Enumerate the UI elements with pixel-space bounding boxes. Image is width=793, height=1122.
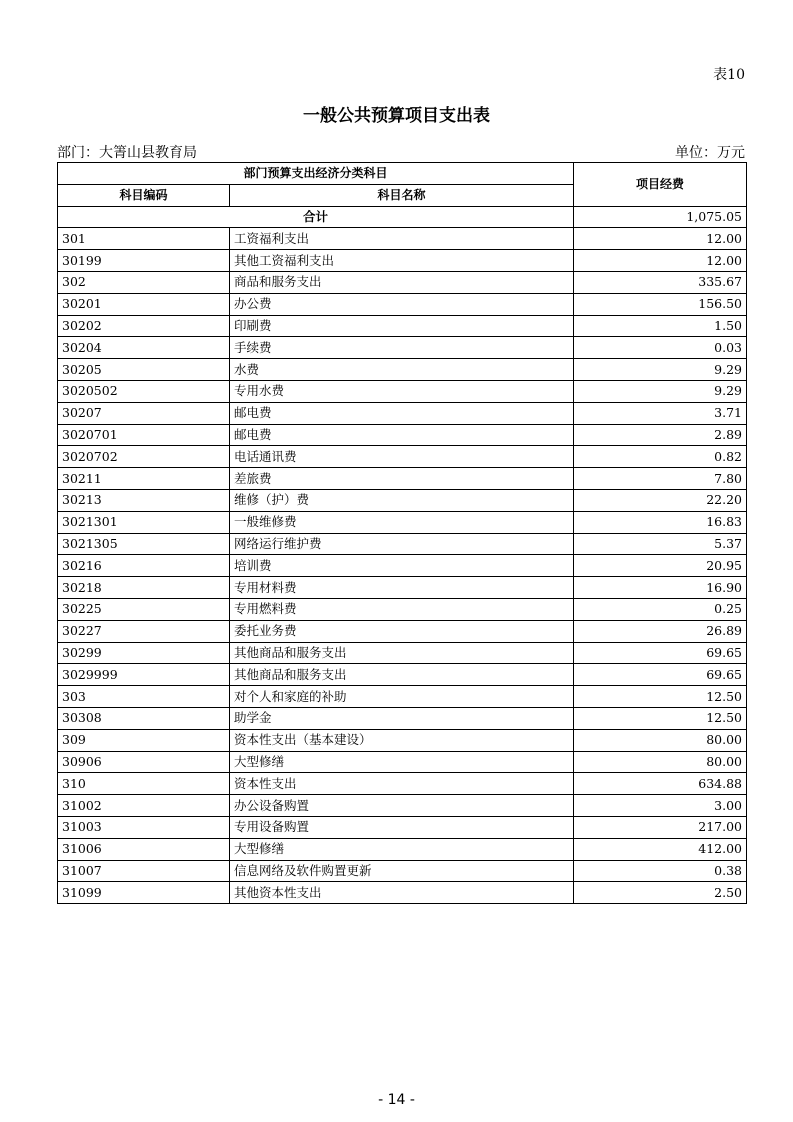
amount-cell: 335.67 (574, 271, 747, 293)
table-row (58, 555, 747, 577)
code-cell: 3020702 (58, 446, 230, 468)
code-cell: 30202 (58, 315, 230, 337)
amount-cell: 3.71 (574, 402, 747, 424)
header-amount-cell: 项目经费 (574, 163, 747, 207)
total-row (58, 206, 747, 228)
code-cell: 31007 (58, 860, 230, 882)
name-cell: 专用燃料费 (230, 598, 574, 620)
table-row (58, 424, 747, 446)
name-cell: 助学金 (230, 707, 574, 729)
code-cell: 30227 (58, 620, 230, 642)
code-cell: 3021301 (58, 511, 230, 533)
table-row (58, 686, 747, 708)
code-cell: 30218 (58, 577, 230, 599)
amount-cell: 2.89 (574, 424, 747, 446)
code-cell: 303 (58, 686, 230, 708)
amount-cell: 5.37 (574, 533, 747, 555)
name-cell: 水费 (230, 359, 574, 381)
code-cell: 301 (58, 228, 230, 250)
table-row (58, 315, 747, 337)
amount-cell: 12.00 (574, 228, 747, 250)
code-cell: 31002 (58, 795, 230, 817)
name-cell: 资本性支出（基本建设） (230, 729, 574, 751)
name-cell: 商品和服务支出 (230, 271, 574, 293)
name-cell: 专用水费 (230, 380, 574, 402)
table-row (58, 773, 747, 795)
code-cell: 309 (58, 729, 230, 751)
table-row (58, 816, 747, 838)
header-name-cell: 科目名称 (230, 184, 574, 206)
amount-cell: 12.00 (574, 250, 747, 272)
name-cell: 专用设备购置 (230, 816, 574, 838)
total-amount-cell: 1,075.05 (574, 206, 747, 228)
code-cell: 3020701 (58, 424, 230, 446)
name-cell: 其他商品和服务支出 (230, 642, 574, 664)
name-cell: 电话通讯费 (230, 446, 574, 468)
code-cell: 30205 (58, 359, 230, 381)
code-cell: 31003 (58, 816, 230, 838)
name-cell: 其他资本性支出 (230, 882, 574, 904)
code-cell: 30201 (58, 293, 230, 315)
code-cell: 3029999 (58, 664, 230, 686)
header-group-cell: 部门预算支出经济分类科目 (58, 163, 574, 185)
name-cell: 维修（护）费 (230, 489, 574, 511)
amount-cell: 0.82 (574, 446, 747, 468)
budget-table (57, 162, 747, 904)
name-cell: 差旅费 (230, 468, 574, 490)
header-row-group (58, 163, 747, 185)
name-cell: 专用材料费 (230, 577, 574, 599)
amount-cell: 0.03 (574, 337, 747, 359)
name-cell: 一般维修费 (230, 511, 574, 533)
name-cell: 网络运行维护费 (230, 533, 574, 555)
code-cell: 30299 (58, 642, 230, 664)
table-row (58, 271, 747, 293)
table-body (58, 206, 747, 904)
amount-cell: 7.80 (574, 468, 747, 490)
table-row (58, 446, 747, 468)
table-row (58, 729, 747, 751)
table-row (58, 533, 747, 555)
name-cell: 办公费 (230, 293, 574, 315)
table-row (58, 642, 747, 664)
header-code-cell: 科目编码 (58, 184, 230, 206)
amount-cell: 156.50 (574, 293, 747, 315)
amount-cell: 3.00 (574, 795, 747, 817)
name-cell: 工资福利支出 (230, 228, 574, 250)
table-row (58, 620, 747, 642)
amount-cell: 1.50 (574, 315, 747, 337)
table-row (58, 511, 747, 533)
amount-cell: 69.65 (574, 664, 747, 686)
page-title: 一般公共预算项目支出表 (303, 106, 490, 126)
table-row (58, 250, 747, 272)
code-cell: 30207 (58, 402, 230, 424)
amount-cell: 0.25 (574, 598, 747, 620)
code-cell: 30906 (58, 751, 230, 773)
table-row (58, 751, 747, 773)
meta-line (57, 142, 745, 162)
table-row (58, 489, 747, 511)
code-cell: 30199 (58, 250, 230, 272)
table-row (58, 359, 747, 381)
table-row (58, 882, 747, 904)
amount-cell: 12.50 (574, 707, 747, 729)
total-label-cell: 合计 (58, 206, 574, 228)
code-cell: 30211 (58, 468, 230, 490)
code-cell: 30225 (58, 598, 230, 620)
table-row (58, 228, 747, 250)
code-cell: 302 (58, 271, 230, 293)
code-cell: 30216 (58, 555, 230, 577)
name-cell: 邮电费 (230, 424, 574, 446)
amount-cell: 22.20 (574, 489, 747, 511)
name-cell: 大型修缮 (230, 751, 574, 773)
name-cell: 手续费 (230, 337, 574, 359)
amount-cell: 0.38 (574, 860, 747, 882)
name-cell: 印刷费 (230, 315, 574, 337)
amount-cell: 69.65 (574, 642, 747, 664)
amount-cell: 9.29 (574, 380, 747, 402)
code-cell: 30204 (58, 337, 230, 359)
amount-cell: 26.89 (574, 620, 747, 642)
amount-cell: 16.90 (574, 577, 747, 599)
table-row (58, 577, 747, 599)
table-row (58, 293, 747, 315)
amount-cell: 80.00 (574, 729, 747, 751)
table-row (58, 468, 747, 490)
table-row (58, 860, 747, 882)
table-row (58, 838, 747, 860)
amount-cell: 634.88 (574, 773, 747, 795)
table-row (58, 380, 747, 402)
code-cell: 30308 (58, 707, 230, 729)
code-cell: 31099 (58, 882, 230, 904)
name-cell: 办公设备购置 (230, 795, 574, 817)
name-cell: 其他商品和服务支出 (230, 664, 574, 686)
amount-cell: 412.00 (574, 838, 747, 860)
department-label: 部门：大箐山县教育局 (57, 145, 197, 161)
code-cell: 3020502 (58, 380, 230, 402)
amount-cell: 2.50 (574, 882, 747, 904)
amount-cell: 12.50 (574, 686, 747, 708)
table-row (58, 402, 747, 424)
name-cell: 邮电费 (230, 402, 574, 424)
unit-label: 单位：万元 (675, 145, 745, 161)
table-row (58, 598, 747, 620)
table-row (58, 795, 747, 817)
name-cell: 其他工资福利支出 (230, 250, 574, 272)
name-cell: 大型修缮 (230, 838, 574, 860)
amount-cell: 16.83 (574, 511, 747, 533)
table-number-label: 表10 (713, 67, 745, 83)
name-cell: 培训费 (230, 555, 574, 577)
amount-cell: 217.00 (574, 816, 747, 838)
code-cell: 310 (58, 773, 230, 795)
code-cell: 30213 (58, 489, 230, 511)
code-cell: 3021305 (58, 533, 230, 555)
table-row (58, 337, 747, 359)
page-number: - 14 - (378, 1092, 415, 1108)
amount-cell: 20.95 (574, 555, 747, 577)
name-cell: 信息网络及软件购置更新 (230, 860, 574, 882)
amount-cell: 9.29 (574, 359, 747, 381)
table-row (58, 707, 747, 729)
name-cell: 资本性支出 (230, 773, 574, 795)
code-cell: 31006 (58, 838, 230, 860)
amount-cell: 80.00 (574, 751, 747, 773)
name-cell: 对个人和家庭的补助 (230, 686, 574, 708)
name-cell: 委托业务费 (230, 620, 574, 642)
table-row (58, 664, 747, 686)
